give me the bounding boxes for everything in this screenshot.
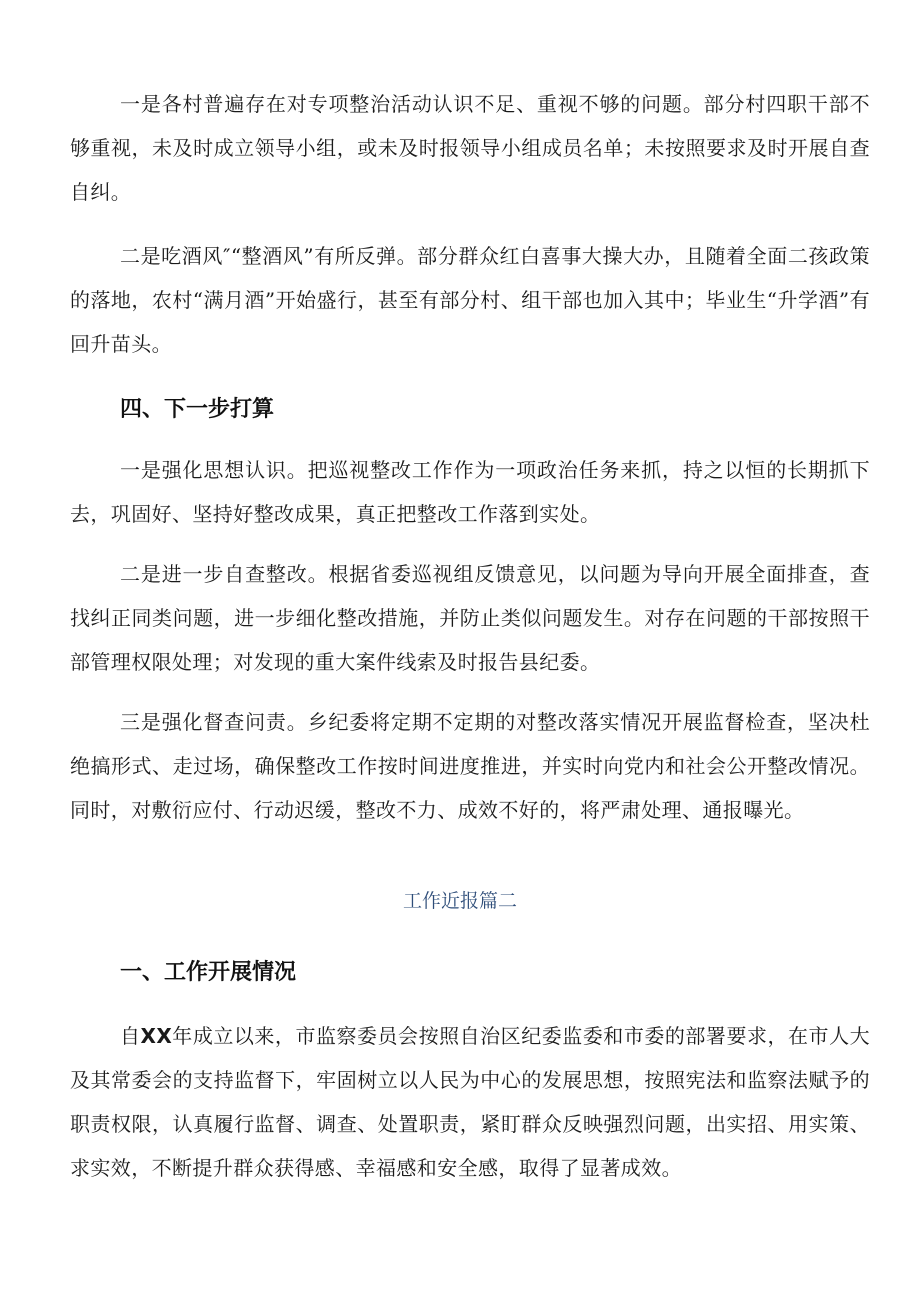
paragraph-body: 年成立以来，市监察委员会按照自治区纪委监委和市委的部署要求，在市人大及其常委会的支持监督下，牢固树立以人民为中心的发展思想，按照宪法和监察法赋予的职责权限，认真履行监督、调查、处置职责，紧盯群众反映强烈问题，出实招、用实策、求实效，不断提升群众获得感、幸福感和安全感，取得了显著成效。: [70, 1024, 870, 1180]
next-steps-heading: 四、下一步打算: [120, 397, 275, 422]
problem-paragraph-1: 一是各村普遍存在对专项整治活动认识不足、重视不够的问题。部分村四职干部不够重视，未及时成立领导小组，或未及时报领导小组成员名单；未按照要求及时开展自查自纠。: [70, 92, 870, 204]
next-steps-paragraph-3: 三是强化督查问责。乡纪委将定期不定期的对整改落实情况开展监督检查，坚决杜绝搞形式、走过场，确保整改工作按时间进度推进，并实时向党内和社会公开整改情况。同时，对敷衍应付、行动迟缓，整改不力、成效不好的，将严肃处理、通报曝光。: [70, 710, 870, 822]
work-status-heading: 一、工作开展情况: [120, 960, 297, 985]
section-two-title: 工作近报篇二: [402, 890, 517, 912]
work-status-paragraph: [70, 1014, 870, 1190]
paragraph-prefix: 自: [120, 1024, 141, 1048]
problem-paragraph-2: 二是吃酒风″“整酒风”有所反弹。部分群众红白喜事大操大办，且随着全面二孩政策的落地，农村“满月酒”开始盛行，甚至有部分村、组干部也加入其中；毕业生“升学酒”有回升苗头。: [70, 244, 870, 356]
year-placeholder: XX: [140, 1024, 173, 1048]
next-steps-paragraph-1: 一是强化思想认识。把巡视整改工作作为一项政治任务来抓，持之以恒的长期抓下去，巩固好、坚持好整改成果，真正把整改工作落到实处。: [70, 458, 870, 526]
next-steps-paragraph-2: 二是进一步自查整改。根据省委巡视组反馈意见，以问题为导向开展全面排查，查找纠正同类问题，进一步细化整改措施，并防止类似问题发生。对存在问题的干部按照干部管理权限处理；对发现的重大案件线索及时报告县纪委。: [70, 562, 870, 674]
